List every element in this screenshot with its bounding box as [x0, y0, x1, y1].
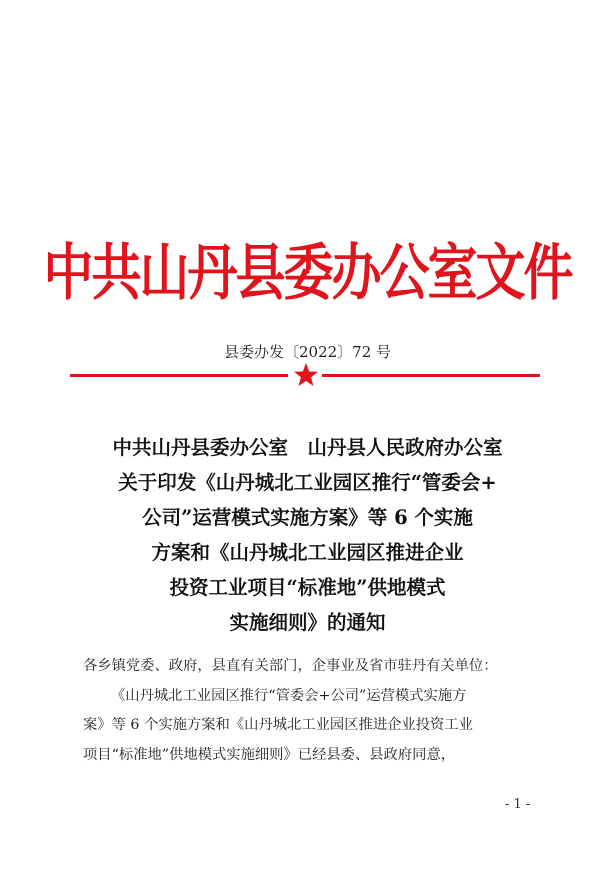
notice-title-line: 方案和《山丹城北工业园区推进企业 [151, 541, 464, 564]
body-paragraph-line: 案》等 6 个实施方案和《山丹城北工业园区推进企业投资工业 [83, 717, 473, 733]
notice-title [40, 430, 575, 640]
notice-title-line: 公司”运营模式实施方案》等 6 个实施 [142, 506, 473, 529]
page-number: - 1 - [505, 797, 531, 812]
body-paragraph-line: 《山丹城北工业园区推行“管委会+公司”运营模式实施方 [111, 687, 467, 704]
notice-body [83, 652, 543, 770]
notice-title-line: 中共山丹县委办公室 山丹县人民政府办公室 [112, 436, 503, 459]
document-number: 县委办发〔2022〕72 号 [223, 343, 392, 361]
red-separator-line-right [322, 374, 540, 377]
notice-title-line: 关于印发《山丹城北工业园区推行“管委会+ [118, 471, 497, 494]
notice-title-line: 投资工业项目“标准地”供地模式 [169, 576, 446, 599]
red-separator-line-left [70, 374, 288, 377]
document-header-title: 中共山丹县委办公室文件 [43, 236, 572, 308]
recipients-line: 各乡镇党委、政府，县直有关部门，企事业及省市驻丹有关单位： [83, 658, 498, 674]
red-star-icon [293, 362, 319, 388]
body-paragraph-line: 项目“标准地”供地模式实施细则》已经县委、县政府同意， [83, 746, 456, 763]
notice-title-line: 实施细则》的通知 [229, 611, 386, 634]
